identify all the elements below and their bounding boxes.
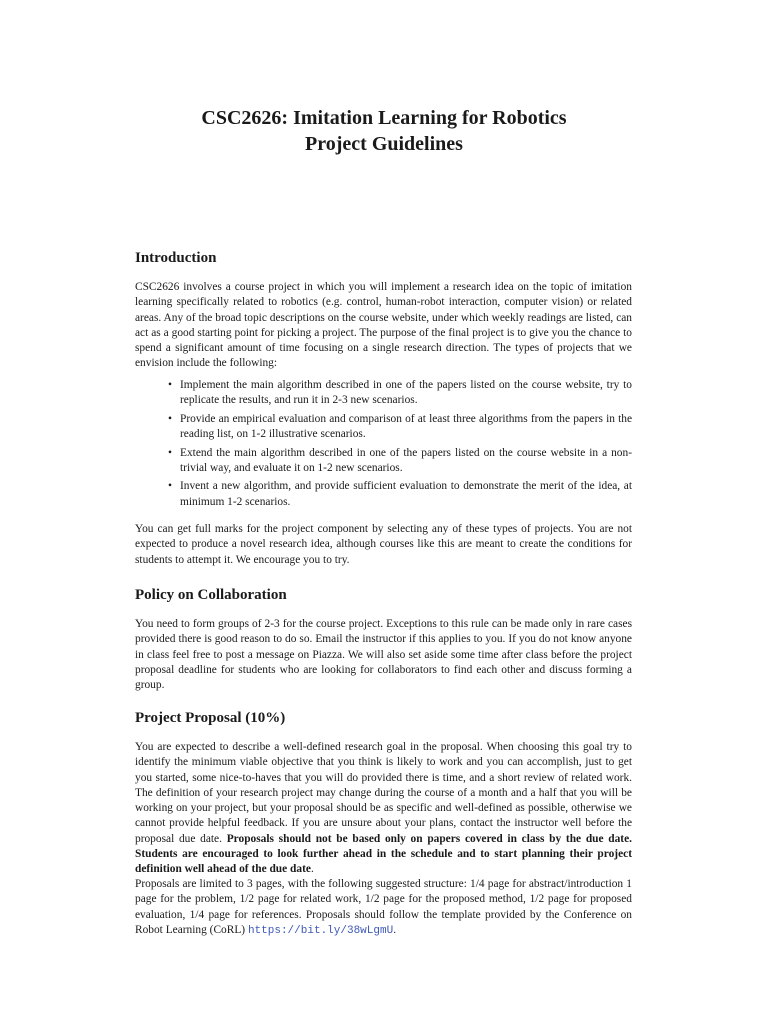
bullet-icon: • — [168, 480, 172, 493]
collaboration-paragraph: You need to form groups of 2-3 for the course project. Exceptions to this rule can be made only in rare cases provided there is good reason to do so. Email the instructor if this applies to you. If you do not know anyone in class feel free to post a message on Piazza. We will also set aside some time after class before the project proposal deadline for students who are looking for collaborators to find each other and discuss forming a group. — [135, 618, 632, 692]
list-item: • Extend the main algorithm described in one of the papers listed on the course website in a non-trivial way, and evaluate it on 1-2 new scenarios. — [168, 446, 632, 474]
collaboration-heading: Policy on Collaboration — [135, 587, 287, 603]
bullet-icon: • — [168, 446, 172, 459]
proposal-emphasis: Proposals should not be based only on papers covered in class by the due date. Students are encouraged to look further ahead in the schedule and to start planning their project definition well ahead of the due date — [135, 832, 632, 876]
document-subtitle: Project Guidelines — [305, 133, 463, 155]
proposal-paragraph: You are expected to describe a well-defined research goal in the proposal. When choosing this goal try to identify the minimum viable objective that you think is likely to work and you can accomplish, just to get you started, some nice-to-haves that you will do provided there is time, and a short review of related work. The definition of your research project may change during the course of a month and a half that you will be working on your project, but your proposal should be as specific and well-defined as possible, otherwise we cannot provide helpful feedback. If you are unsure about your plans, contact the instructor well before the proposal due date. Proposals should not be based only on papers covered in class by the due date. Students are encouraged to look further ahead in the schedule and to start planning their project definition well ahead of the due date. — [135, 741, 632, 876]
proposal-structure-paragraph: Proposals are limited to 3 pages, with the following suggested structure: 1/4 page for abstract/introduction 1 page for the problem, 1/2 page for related work, 1/2 page for the proposed method, 1/2 page for proposed evaluation, 1/4 page for references. Proposals should follow the template provided by the Conference on Robot Learning (CoRL) https://bit.ly/38wLgmU. — [135, 878, 632, 937]
bullet-icon: • — [168, 379, 172, 391]
list-item: • Invent a new algorithm, and provide sufficient evaluation to demonstrate the merit of the idea, at minimum 1-2 scenarios. — [168, 480, 632, 508]
bullet-icon: • — [168, 412, 172, 425]
list-item: • Implement the main algorithm described in one of the papers listed on the course website, try to replicate the results, and run it in 2-3 new scenarios. — [168, 379, 632, 407]
proposal-heading: Project Proposal (10%) — [135, 710, 286, 726]
project-types-list — [168, 378, 632, 513]
corl-template-link[interactable]: https://bit.ly/38wLgmU — [247, 924, 394, 937]
introduction-paragraph: CSC2626 involves a course project in which you will implement a research idea on the topic of imitation learning specifically related to robotics (e.g. control, human-robot interaction, computer vision) or related areas. Any of the broad topic descriptions on the course website, under which weekly readings are listed, can act as a good starting point for picking a project. The purpose of the final project is to give you the chance to spend a significant amount of time focusing on a single research direction. The types of projects that we envision include the following: — [135, 281, 632, 370]
introduction-heading: Introduction — [135, 250, 217, 266]
introduction-closing: You can get full marks for the project component by selecting any of these types of projects. You are not expected to produce a novel research idea, although courses like this are meant to create the conditions for students to attempt it. We encourage you to try. — [135, 523, 632, 566]
list-item: • Provide an empirical evaluation and comparison of at least three algorithms from the papers in the reading list, on 1-2 illustrative scenarios. — [168, 412, 632, 441]
document-title: CSC2626: Imitation Learning for Robotics — [201, 107, 567, 129]
